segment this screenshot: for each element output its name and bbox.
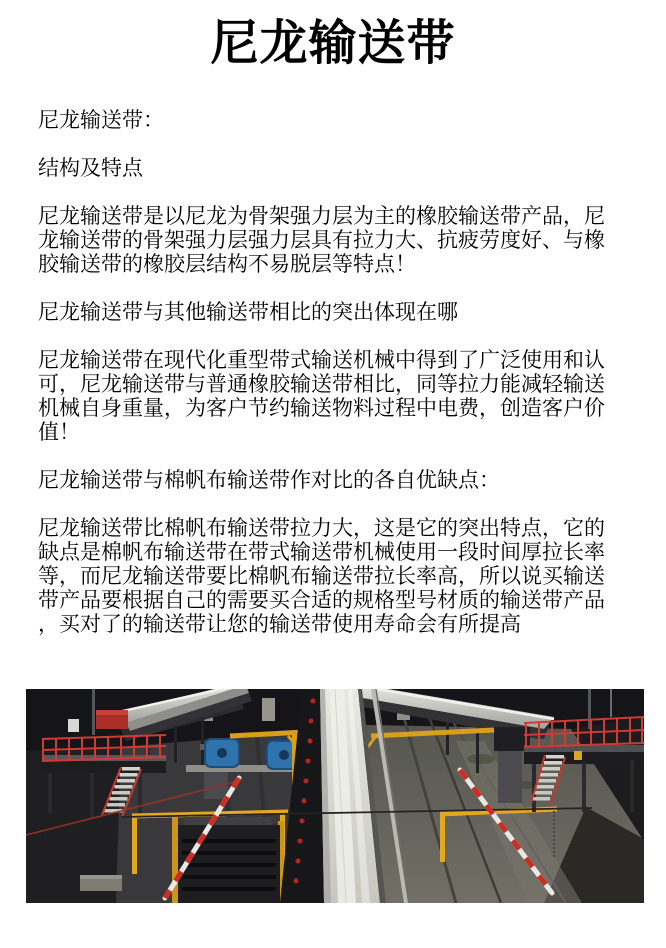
paragraph-canvas-heading: 尼龙输送带与棉帆布输送带作对比的各自优缺点：: [38, 468, 500, 492]
page-title: 尼龙输送带: [210, 17, 456, 70]
paragraph-canvas-body: 尼龙输送带比棉帆布输送带拉力大，这是它的突出特点，它的缺点是棉帆布输送带在带式输送带机械使用一段时间厚拉长率等，而尼龙输送带要比棉帆布输送带拉长率高，所以说买输送带产品要根据自己的需要买合适的规格型号材质的输送带产品，买对了的输送带让您的输送带使用寿命会有所提高: [38, 516, 605, 636]
paragraph-comparison-body: 尼龙输送带在现代化重型带式输送机械中得到了广泛使用和认可，尼龙输送带与普通橡胶输送带相比，同等拉力能减轻输送机械自身重量，为客户节约输送物料过程中电费，创造客户价值！: [38, 348, 605, 444]
article-body: [0, 109, 666, 637]
nylon-conveyor-belt-page: [0, 18, 666, 948]
paragraph-structure-heading: 结构及特点: [38, 156, 143, 180]
paragraph-structure-body: 尼龙输送带是以尼龙为骨架强力层为主的橡胶输送带产品，尼龙输送带的骨架强力层强力层具有拉力大、抗疲劳度好、与橡胶输送带的橡胶层结构不易脱层等特点！: [38, 204, 605, 276]
conveyor-photo: [26, 689, 644, 903]
paragraph-lead: 尼龙输送带：: [38, 108, 164, 132]
paragraph-comparison-heading: 尼龙输送带与其他输送带相比的突出体现在哪: [38, 300, 458, 324]
